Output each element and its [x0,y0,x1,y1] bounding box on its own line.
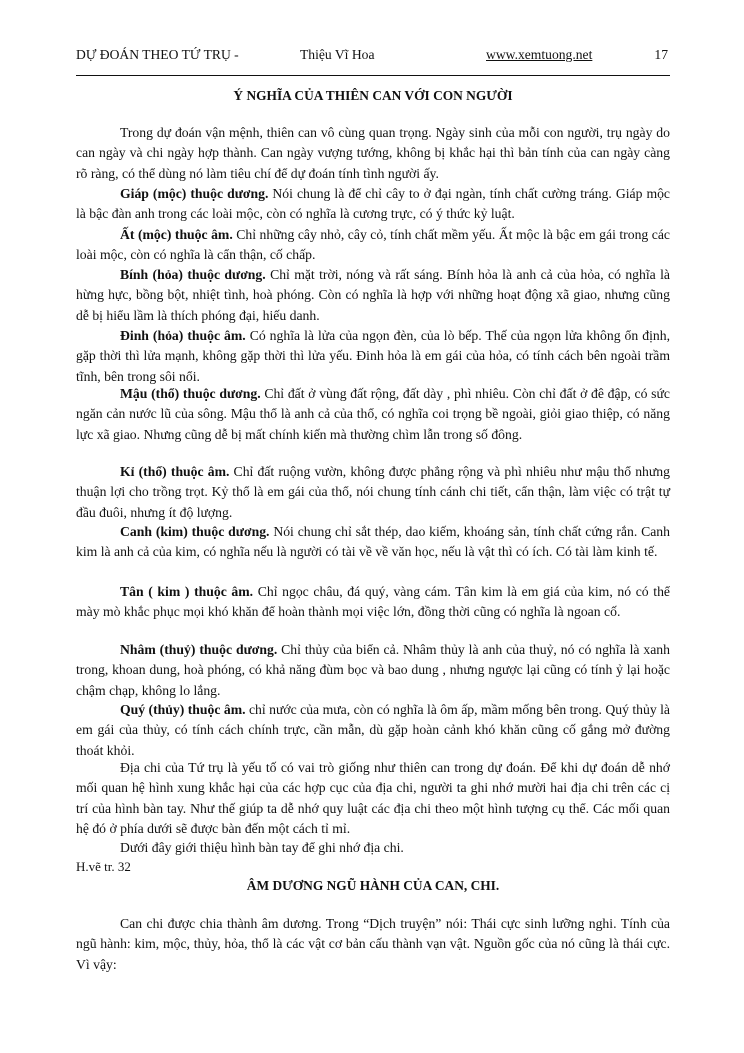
book-title: DỰ ĐOÁN THEO TỨ TRỤ - [76,47,239,62]
stem-text: Chỉ những cây nhỏ, cây cỏ, tính chất mềm yếu. Ất mộc là bậc em gái trong các loài mộc, còn có nghĩa là cẩn thận, cố chấp. [76,227,670,263]
stem-label: Tân ( kim ) thuộc âm. [120,584,254,599]
stem-paragraph-tan [76,582,670,623]
stem-paragraph-canh [76,522,670,563]
stem-label: Giáp (mộc) thuộc dương. [120,186,269,201]
stem-text: Chỉ đất ruộng vườn, không được phẳng rộng và phì nhiêu như mậu thổ nhưng thuận lợi cho trồng trọt. Kỷ thổ là em gái của thổ, nói chung tính cánh chi tiết, cẩn thận, làm việc có trật tự đầu đuôi, nhưng ít độ lượng. [76,464,670,520]
stem-label: Kỉ (thổ) thuộc âm. [120,464,230,479]
page-number: 17 [654,47,668,62]
stem-label: Canh (kim) thuộc dương. [120,524,270,539]
author-name: Thiệu Vĩ Hoa [300,47,375,62]
intro-paragraph: Trong dự đoán vận mệnh, thiên can vô cùng quan trọng. Ngày sinh của mỗi con người, trụ ngày do can ngày và chi ngày hợp thành. Can ngày vượng tướng, không bị khắc hại thì bản tính của can ngày càng rõ ràng, có thể dùng nó làm tiêu chí để dự đoán tính tình người ấy. [76,125,670,181]
stem-paragraph-dinh [76,326,670,387]
stem-paragraph-giap [76,184,670,225]
header-divider [76,75,670,76]
stem-text: Nói chung là để chỉ cây to ở đại ngàn, tính chất cường tráng. Giáp mộc là bậc đàn anh trong các loài mộc, còn có nghĩa là cương trực, có ý thức kỷ luật. [76,186,671,222]
figure-reference: H.vẽ tr. 32 [76,859,131,874]
stem-label: Mậu (thổ) thuộc dương. [120,386,261,401]
stem-label: Ất (mộc) thuộc âm. [120,227,233,242]
website-link[interactable]: www.xemtuong.net [486,47,593,62]
section-title: ÂM DƯƠNG NGŨ HÀNH CỦA CAN, CHI. [246,878,500,893]
stem-paragraph-quy [76,700,670,761]
stem-paragraph-at [76,225,670,266]
stem-paragraph-nham [76,640,670,701]
stem-text: Có nghĩa là lửa của ngọn đèn, của lò bếp. Thế của ngọn lửa không ổn định, gặp thời thì lửa mạnh, không gặp thời thì lửa yếu. Đinh hỏa là em gái của hỏa, có tính cách bên ngoài trầm tĩnh, bên trong sôi nổi. [76,328,670,384]
stem-paragraph-ki [76,462,670,523]
page-header [76,47,670,67]
stem-paragraph-mau [76,384,670,445]
stem-text: Chỉ thủy của biển cả. Nhâm thủy là anh của thuỷ, nó có nghĩa là xanh trong, khoan dung, hoà phóng, có khả năng đùm bọc và bao dung , nhưng ngược lại cũng có tính ỷ lại hoặc chậm chạp, không lo lắng. [76,642,670,698]
stem-label: Quý (thủy) thuộc âm. [120,702,246,717]
stem-paragraph-binh [76,265,670,326]
stem-text: Nói chung chỉ sắt thép, dao kiếm, khoáng sản, tính chất cứng rắn. Canh kim là anh cả của kim, có nghĩa nếu là người có tài về về văn học, nếu là vật thì có ích. Có tài làm kinh tế. [76,524,670,560]
stem-label: Đinh (hỏa) thuộc âm. [120,328,246,343]
stem-text: Chỉ đất ở vùng đất rộng, đất dày , phì nhiêu. Còn chỉ đất ở đê đập, có sức ngăn cản nước lũ của sông. Mậu thổ là anh cả của thổ, có nghĩa coi trọng bề ngoài, giỏi giao thiệp, có năng lực xã giao. Nhưng cũng dễ bị mất chính kiến mà thường chìm lẫn trong số đông. [76,386,670,442]
stem-text: chỉ nước của mưa, còn có nghĩa là ôm ấp, mầm mống bên trong. Quý thủy là em gái của thủy, có tính cách chính trực, cần mẫn, dù gặp hoàn cảnh khó khăn cũng cố gắng mở đường thoát khỏi. [76,702,671,758]
branches-paragraph: Địa chi của Tứ trụ là yếu tố có vai trò giống như thiên can trong dự đoán. Để khi dự đoán dễ nhớ mối quan hệ hình xung khắc hại của các hợp cục của địa chi, người ta ghi nhớ mười hai địa chi trên các cị trí của hình bàn tay. Như thế giúp ta dễ nhớ quy luật các địa chi theo một hình tượng cụ thể. Các mối quan hệ đó ở phía dưới sẽ được bàn đến một cách tỉ mỉ. [76,760,670,836]
stem-label: Nhâm (thuỷ) thuộc dương. [120,642,278,657]
yinyang-paragraph: Can chi được chia thành âm dương. Trong “Dịch truyện” nói: Thái cực sinh lưỡng nghi. Tính của ngũ hành: kim, mộc, thủy, hỏa, thổ là các vật cơ bản cấu thành vạn vật. Nguồn gốc của nó cũng là thái cực. Vì vậy: [76,916,670,972]
stem-text: Chỉ ngọc châu, đá quý, vàng cám. Tân kim là em giá của kim, nó có thể mày mò khắc phục mọi khó khăn để hoàn thành mọi việc lớn, đồng thời cũng có nghĩa là ngoan cố. [76,584,670,620]
hand-paragraph: Dưới đây giới thiệu hình bàn tay để ghi nhớ địa chi. [120,840,404,855]
section-title: Ý NGHĨA CỦA THIÊN CAN VỚI CON NGƯỜI [233,88,513,103]
stem-text: Chỉ mặt trời, nóng và rất sáng. Bính hỏa là anh cả của hỏa, có nghĩa là hừng hực, bồng bột, nhiệt tình, hoà phóng. Còn có nghĩa là hợp với những hoạt động xã giao, nhưng cũng dễ bị hiểu lầm là thích phóng đại, hiếu danh. [76,267,670,323]
stem-label: Bính (hỏa) thuộc dương. [120,267,266,282]
